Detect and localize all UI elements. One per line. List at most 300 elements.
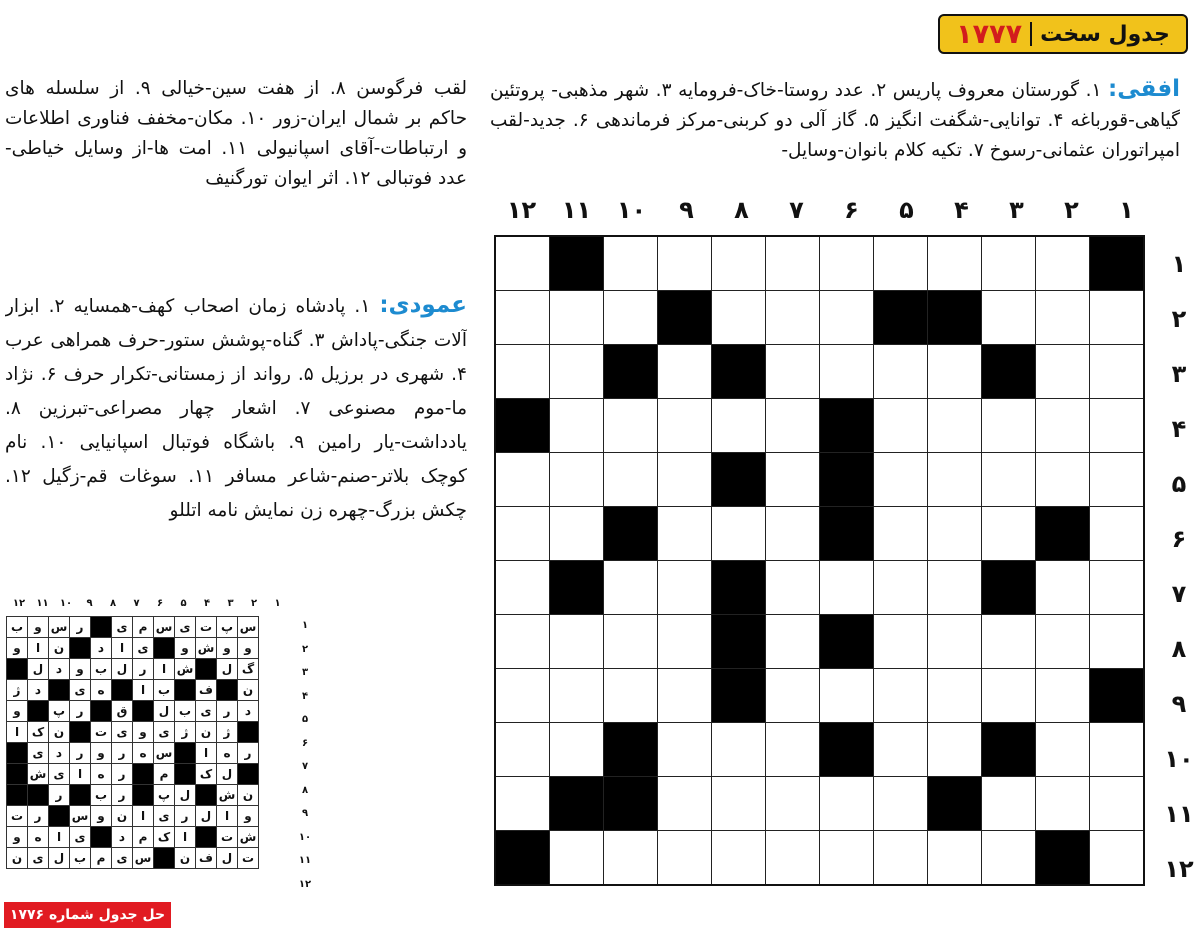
grid-cell-empty[interactable]	[1036, 345, 1090, 399]
grid-cell-black	[604, 723, 658, 777]
solution-row	[7, 827, 259, 848]
solution-cell: ن	[196, 722, 217, 743]
grid-cell-black	[874, 291, 928, 345]
solution-cell: ف	[196, 680, 217, 701]
solution-cell: ژ	[217, 722, 238, 743]
solution-cell: ی	[112, 617, 133, 638]
grid-cell-empty[interactable]	[712, 291, 766, 345]
down-clues	[5, 288, 467, 578]
grid-cell-empty[interactable]	[495, 777, 550, 831]
grid-cell-empty[interactable]	[1036, 453, 1090, 507]
grid-cell-empty[interactable]	[928, 669, 982, 723]
solution-cell-black	[175, 680, 196, 701]
grid-cell-empty[interactable]	[874, 507, 928, 561]
grid-cell-empty[interactable]	[982, 399, 1036, 453]
row-number: ۴	[1171, 415, 1187, 443]
grid-cell-empty[interactable]	[1090, 507, 1145, 561]
solution-cell-black	[133, 701, 154, 722]
grid-cell-empty[interactable]	[1090, 399, 1145, 453]
grid-cell-empty[interactable]	[928, 345, 982, 399]
solution-cell-black	[133, 785, 154, 806]
grid-cell-empty[interactable]	[604, 453, 658, 507]
solution-cell: ف	[196, 848, 217, 869]
grid-cell-empty[interactable]	[604, 615, 658, 669]
solution-cell: د	[91, 638, 112, 659]
solution-cell: ا	[133, 680, 154, 701]
grid-cell-black	[820, 507, 874, 561]
column-number: ۱	[1119, 196, 1134, 224]
grid-cell-empty[interactable]	[658, 561, 712, 615]
solution-row	[7, 701, 259, 722]
solution-cell-black	[175, 764, 196, 785]
grid-cell-empty[interactable]	[495, 345, 550, 399]
grid-cell-empty[interactable]	[766, 453, 820, 507]
solution-cell: ن	[112, 806, 133, 827]
grid-cell-empty[interactable]	[928, 399, 982, 453]
grid-cell-empty[interactable]	[1036, 615, 1090, 669]
grid-cell-empty[interactable]	[874, 615, 928, 669]
solution-cell: ی	[133, 638, 154, 659]
solution-cell: و	[70, 659, 91, 680]
solution-cell: م	[133, 827, 154, 848]
column-number: ۶	[844, 196, 859, 224]
grid-cell-black	[550, 561, 604, 615]
grid-cell-empty[interactable]	[766, 345, 820, 399]
solution-cell: پ	[49, 701, 70, 722]
grid-row	[495, 669, 1144, 723]
grid-cell-empty[interactable]	[982, 236, 1036, 291]
solution-cell: پ	[154, 785, 175, 806]
grid-cell-empty[interactable]	[820, 561, 874, 615]
solution-column-number: ۹	[86, 598, 93, 609]
solution-row-number: ۴	[301, 690, 309, 702]
grid-cell-empty[interactable]	[658, 615, 712, 669]
grid-cell-empty[interactable]	[1090, 615, 1145, 669]
grid-cell-empty[interactable]	[495, 507, 550, 561]
solution-cell: ر	[70, 743, 91, 764]
grid-cell-empty[interactable]	[1090, 453, 1145, 507]
solution-cell: ر	[133, 659, 154, 680]
grid-cell-empty[interactable]	[550, 615, 604, 669]
solution-cell: ا	[49, 827, 70, 848]
grid-cell-empty[interactable]	[1090, 291, 1145, 345]
solution-row	[7, 785, 259, 806]
grid-cell-empty[interactable]	[604, 291, 658, 345]
solution-cell: ت	[7, 806, 28, 827]
solution-cell: ت	[238, 848, 259, 869]
row-number: ۵	[1171, 470, 1187, 498]
grid-cell-empty[interactable]	[928, 831, 982, 886]
grid-cell-empty[interactable]	[495, 615, 550, 669]
solution-cell: ا	[196, 743, 217, 764]
row-number: ۳	[1171, 360, 1187, 388]
solution-cell: ژ	[7, 680, 28, 701]
solution-cell: ق	[112, 701, 133, 722]
grid-cell-empty[interactable]	[928, 236, 982, 291]
solution-row	[7, 743, 259, 764]
solution-cell-black	[28, 701, 49, 722]
solution-cell: ش	[175, 659, 196, 680]
grid-cell-empty[interactable]	[928, 723, 982, 777]
grid-cell-black	[820, 723, 874, 777]
grid-cell-empty[interactable]	[550, 453, 604, 507]
solution-column-number: ۷	[133, 598, 140, 609]
solution-cell: ن	[175, 848, 196, 869]
solution-cell: د	[49, 743, 70, 764]
solution-cell: ک	[196, 764, 217, 785]
solution-cell: ا	[154, 659, 175, 680]
grid-cell-empty[interactable]	[712, 399, 766, 453]
solution-cell: ا	[133, 806, 154, 827]
solution-cell: د	[112, 827, 133, 848]
title-separator	[1030, 22, 1032, 46]
grid-cell-empty[interactable]	[874, 453, 928, 507]
grid-cell-empty[interactable]	[1036, 236, 1090, 291]
solution-cell: س	[133, 848, 154, 869]
grid-cell-empty[interactable]	[820, 669, 874, 723]
solution-cell-black	[70, 785, 91, 806]
solution-row-number: ۱۱	[298, 855, 312, 866]
solution-row-number: ۱۲	[298, 878, 312, 890]
grid-cell-black	[820, 453, 874, 507]
grid-cell-empty[interactable]	[766, 507, 820, 561]
solution-cell-black	[28, 785, 49, 806]
solution-cell: و	[7, 638, 28, 659]
grid-cell-black	[1090, 236, 1145, 291]
grid-cell-black	[712, 453, 766, 507]
grid-cell-empty[interactable]	[658, 236, 712, 291]
grid-cell-empty[interactable]	[495, 453, 550, 507]
grid-row	[495, 399, 1144, 453]
solution-cell: ا	[175, 827, 196, 848]
grid-cell-empty[interactable]	[1036, 777, 1090, 831]
grid-cell-empty[interactable]	[874, 777, 928, 831]
row-number: ۱۰	[1164, 745, 1194, 773]
solution-cell-black	[49, 680, 70, 701]
grid-cell-empty[interactable]	[874, 723, 928, 777]
grid-cell-empty[interactable]	[928, 453, 982, 507]
solution-label: حل جدول شماره ۱۷۷۶	[4, 902, 171, 928]
grid-cell-empty[interactable]	[1090, 345, 1145, 399]
solution-cell: ر	[112, 764, 133, 785]
solution-cell: ک	[28, 722, 49, 743]
grid-cell-empty[interactable]	[820, 777, 874, 831]
grid-cell-empty[interactable]	[874, 236, 928, 291]
grid-cell-empty[interactable]	[766, 399, 820, 453]
solution-cell-black	[196, 785, 217, 806]
grid-cell-empty[interactable]	[712, 723, 766, 777]
solution-cell: ه	[133, 743, 154, 764]
grid-cell-empty[interactable]	[658, 345, 712, 399]
grid-cell-empty[interactable]	[495, 236, 550, 291]
grid-cell-empty[interactable]	[550, 291, 604, 345]
grid-row	[495, 723, 1144, 777]
grid-cell-black	[658, 291, 712, 345]
solution-cell: ل	[154, 701, 175, 722]
solution-row-number: ۶	[301, 737, 309, 749]
grid-cell-empty[interactable]	[1036, 291, 1090, 345]
grid-cell-black	[550, 777, 604, 831]
solution-cell: ی	[49, 764, 70, 785]
grid-cell-black	[928, 291, 982, 345]
solution-cell-black	[238, 764, 259, 785]
solution-cell-black	[91, 617, 112, 638]
grid-cell-empty[interactable]	[766, 615, 820, 669]
grid-cell-empty[interactable]	[1036, 399, 1090, 453]
solution-row	[7, 680, 259, 701]
grid-cell-black	[1090, 669, 1145, 723]
grid-row	[495, 345, 1144, 399]
row-number: ۷	[1171, 580, 1187, 608]
solution-cell: و	[28, 617, 49, 638]
grid-cell-empty[interactable]	[982, 831, 1036, 886]
grid-cell-empty[interactable]	[820, 831, 874, 886]
grid-cell-empty[interactable]	[550, 831, 604, 886]
solution-cell-black	[91, 701, 112, 722]
column-number: ۱۰	[616, 196, 647, 224]
solution-column-number: ۴	[203, 598, 211, 609]
solution-row	[7, 806, 259, 827]
grid-cell-black	[982, 723, 1036, 777]
grid-cell-empty[interactable]	[1090, 561, 1145, 615]
solution-cell: گ	[238, 659, 259, 680]
grid-cell-empty[interactable]	[495, 291, 550, 345]
solution-cell: ی	[112, 722, 133, 743]
solution-cell: ل	[28, 659, 49, 680]
solution-cell: و	[217, 638, 238, 659]
solution-cell-black	[154, 638, 175, 659]
solution-cell: ن	[238, 785, 259, 806]
grid-cell-black	[604, 507, 658, 561]
solution-column-number: ۸	[109, 598, 117, 609]
column-number: ۱۲	[506, 196, 537, 224]
grid-cell-empty[interactable]	[658, 669, 712, 723]
grid-cell-empty[interactable]	[658, 399, 712, 453]
down-clues-text: ۱. پادشاه زمان اصحاب کهف-همسایه ۲. ابزار آلات جنگی-پاداش ۳. گناه-پوشش ستور-حرف همراهی عرب ۴. شهری در برزیل ۵. رواند از زمستانی-تکرار حرف ۶. نژاد ما-موم مصنوعی ۷. اشعار چهار مصراعی-تبرزین ۸. یادداشت-یار رامین ۹. باشگاه فوتبال اسپانیایی ۱۰. نام کوچک بلاتر-صنم-شاعر مسافر ۱۱. سوغات قم-زگیل ۱۲. چکش بزرگ-چهره زن نمایش نامه اتللو	[5, 296, 467, 521]
column-numbers	[494, 196, 1154, 226]
grid-cell-black	[495, 399, 550, 453]
grid-cell-empty[interactable]	[766, 236, 820, 291]
solution-cell: ی	[28, 848, 49, 869]
across-clues-right	[490, 74, 1180, 194]
grid-cell-empty[interactable]	[658, 453, 712, 507]
solution-cell: ر	[112, 743, 133, 764]
solution-row	[7, 848, 259, 869]
grid-cell-empty[interactable]	[550, 723, 604, 777]
solution-cell: و	[7, 701, 28, 722]
solution-cell: ش	[196, 638, 217, 659]
grid-cell-black	[820, 615, 874, 669]
solution-cell: ه	[91, 680, 112, 701]
grid-cell-empty[interactable]	[658, 831, 712, 886]
solution-cell: و	[7, 827, 28, 848]
solution-cell: پ	[217, 617, 238, 638]
grid-cell-empty[interactable]	[982, 669, 1036, 723]
grid-row	[495, 291, 1144, 345]
solution-cell: س	[154, 743, 175, 764]
solution-cell: ب	[175, 701, 196, 722]
grid-cell-empty[interactable]	[766, 669, 820, 723]
solution-column-number: ۳	[227, 598, 234, 609]
grid-cell-empty[interactable]	[766, 561, 820, 615]
solution-cell-black	[7, 743, 28, 764]
across-label: افقی:	[1108, 76, 1180, 102]
solution-cell: ر	[28, 806, 49, 827]
row-number: ۱۲	[1164, 855, 1194, 883]
grid-cell-black	[820, 399, 874, 453]
grid-cell-empty[interactable]	[604, 561, 658, 615]
grid-cell-black	[604, 345, 658, 399]
solution-row	[7, 617, 259, 638]
grid-cell-black	[712, 615, 766, 669]
puzzle-title-box	[938, 14, 1188, 54]
grid-cell-empty[interactable]	[495, 723, 550, 777]
solution-cell: ا	[7, 722, 28, 743]
grid-cell-empty[interactable]	[658, 723, 712, 777]
solution-cell: ی	[154, 806, 175, 827]
solution-cell: ا	[112, 638, 133, 659]
grid-cell-empty[interactable]	[874, 669, 928, 723]
grid-cell-empty[interactable]	[1090, 831, 1145, 886]
grid-cell-empty[interactable]	[495, 561, 550, 615]
solution-cell: ر	[70, 701, 91, 722]
solution-cell: ر	[238, 743, 259, 764]
column-number: ۳	[1009, 196, 1024, 224]
grid-cell-empty[interactable]	[1090, 723, 1145, 777]
grid-cell-empty[interactable]	[820, 236, 874, 291]
solution-cell: ا	[28, 638, 49, 659]
solution-cell: ن	[49, 638, 70, 659]
solution-row-number: ۱	[301, 620, 309, 631]
grid-cell-black	[712, 561, 766, 615]
column-number: ۱۱	[561, 196, 592, 224]
solution-column-number: ۵	[180, 598, 187, 609]
solution-cell: ی	[70, 827, 91, 848]
grid-cell-empty[interactable]	[550, 345, 604, 399]
solution-cell: ش	[28, 764, 49, 785]
solution-row-number: ۲	[301, 643, 309, 655]
grid-cell-empty[interactable]	[1036, 561, 1090, 615]
grid-cell-empty[interactable]	[982, 777, 1036, 831]
grid-cell-empty[interactable]	[712, 507, 766, 561]
solution-row	[7, 722, 259, 743]
solution-row-number: ۱۰	[298, 831, 312, 843]
grid-cell-empty[interactable]	[550, 669, 604, 723]
solution-cell: ه	[28, 827, 49, 848]
solution-cell: ب	[91, 659, 112, 680]
grid-cell-empty[interactable]	[712, 777, 766, 831]
grid-cell-black	[712, 345, 766, 399]
grid-cell-empty[interactable]	[982, 291, 1036, 345]
column-number: ۴	[954, 196, 969, 224]
column-number: ۹	[679, 196, 694, 224]
grid-cell-empty[interactable]	[766, 831, 820, 886]
grid-cell-empty[interactable]	[874, 399, 928, 453]
grid-cell-empty[interactable]	[712, 831, 766, 886]
solution-cell: ر	[175, 806, 196, 827]
solution-cell-black	[175, 743, 196, 764]
solution-cell-black	[70, 722, 91, 743]
grid-row	[495, 236, 1144, 291]
grid-cell-empty[interactable]	[658, 777, 712, 831]
grid-cell-empty[interactable]	[928, 507, 982, 561]
row-number: ۸	[1171, 635, 1187, 663]
solution-cell-black	[196, 827, 217, 848]
solution-cell-black	[238, 722, 259, 743]
grid-row	[495, 831, 1144, 886]
row-number: ۲	[1171, 305, 1187, 333]
grid-cell-empty[interactable]	[820, 345, 874, 399]
grid-cell-empty[interactable]	[928, 561, 982, 615]
solution-cell: د	[238, 701, 259, 722]
grid-cell-empty[interactable]	[820, 291, 874, 345]
grid-cell-empty[interactable]	[982, 453, 1036, 507]
grid-cell-empty[interactable]	[550, 507, 604, 561]
solution-row-number: ۳	[301, 667, 309, 678]
grid-cell-empty[interactable]	[495, 669, 550, 723]
solution-cell: ا	[217, 806, 238, 827]
solution-cell: ل	[217, 848, 238, 869]
grid-cell-empty[interactable]	[1090, 777, 1145, 831]
solution-cell: ب	[154, 680, 175, 701]
grid-cell-empty[interactable]	[766, 291, 820, 345]
grid-cell-empty[interactable]	[766, 777, 820, 831]
crossword-grid	[494, 235, 1145, 886]
grid-cell-empty[interactable]	[982, 507, 1036, 561]
grid-cell-empty[interactable]	[928, 615, 982, 669]
solution-cell: ن	[7, 848, 28, 869]
grid-cell-empty[interactable]	[874, 831, 928, 886]
solution-cell: ش	[238, 827, 259, 848]
solution-cell: ش	[217, 785, 238, 806]
solution-cell-black	[49, 806, 70, 827]
grid-cell-empty[interactable]	[604, 669, 658, 723]
solution-row	[7, 659, 259, 680]
grid-cell-empty[interactable]	[604, 399, 658, 453]
solution-cell: ب	[91, 785, 112, 806]
grid-cell-empty[interactable]	[712, 236, 766, 291]
grid-cell-empty[interactable]	[874, 345, 928, 399]
grid-cell-black	[1036, 507, 1090, 561]
solution-cell: م	[133, 617, 154, 638]
solution-row	[7, 764, 259, 785]
solution-cell: ا	[70, 764, 91, 785]
solution-cell: د	[49, 659, 70, 680]
grid-cell-empty[interactable]	[550, 399, 604, 453]
solution-cell: ه	[91, 764, 112, 785]
puzzle-number: ۱۷۷۷	[956, 18, 1023, 50]
solution-cell-black	[7, 659, 28, 680]
column-number: ۵	[899, 196, 914, 224]
solution-cell: و	[238, 638, 259, 659]
solution-cell: س	[154, 617, 175, 638]
grid-cell-empty[interactable]	[982, 615, 1036, 669]
solution-cell: ت	[91, 722, 112, 743]
grid-cell-empty[interactable]	[874, 561, 928, 615]
grid-row	[495, 561, 1144, 615]
column-number: ۷	[789, 196, 804, 224]
grid-cell-empty[interactable]	[1036, 669, 1090, 723]
grid-cell-empty[interactable]	[604, 831, 658, 886]
grid-cell-empty[interactable]	[604, 236, 658, 291]
row-number: ۶	[1171, 525, 1187, 553]
grid-cell-empty[interactable]	[766, 723, 820, 777]
grid-cell-empty[interactable]	[658, 507, 712, 561]
grid-cell-black	[1036, 831, 1090, 886]
solution-row-number: ۷	[301, 761, 309, 772]
grid-cell-empty[interactable]	[1036, 723, 1090, 777]
solution-cell: ر	[70, 617, 91, 638]
